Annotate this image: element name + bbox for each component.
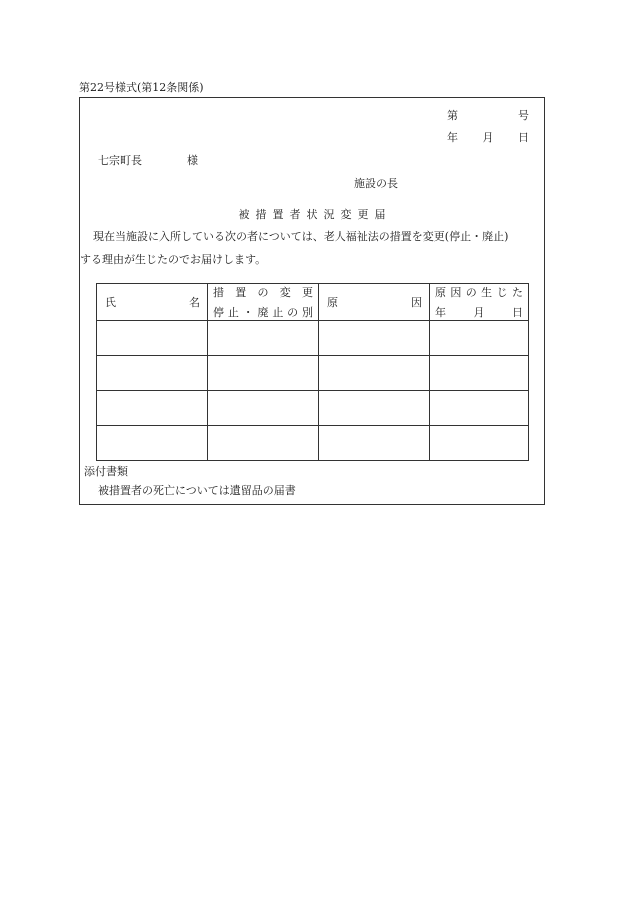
- header-cause-date-line-1: 原 因 の 生 じ た: [435, 286, 523, 299]
- table-cell[interactable]: [97, 356, 208, 391]
- table-row: [97, 356, 529, 391]
- document-number: [447, 110, 529, 121]
- addressee-name: 七宗町長: [98, 154, 142, 167]
- document-number-suffix: 号: [518, 109, 529, 122]
- table-cell[interactable]: [430, 356, 529, 391]
- sender: 施設の長: [354, 177, 398, 190]
- table-cell[interactable]: [430, 391, 529, 426]
- addressee-honorific: 様: [187, 154, 198, 167]
- table-header-row: [97, 284, 529, 321]
- attachments-label: 添付書類: [84, 465, 128, 478]
- table-cell[interactable]: [208, 391, 319, 426]
- date-month: 月: [482, 131, 494, 144]
- change-table: [96, 283, 529, 461]
- table-cell[interactable]: [319, 391, 430, 426]
- document-number-prefix: 第: [447, 109, 458, 122]
- table-cell[interactable]: [208, 321, 319, 356]
- body-text-line-2: する理由が生じたのでお届けします。: [80, 253, 267, 266]
- table-row: [97, 426, 529, 461]
- addressee: [98, 155, 198, 166]
- header-name: [97, 284, 208, 321]
- header-measure-change-line-1: 措 置 の 変 更: [213, 286, 313, 299]
- header-reason: [319, 284, 430, 321]
- header-reason-label: 原 因: [327, 296, 422, 309]
- table-cell[interactable]: [208, 356, 319, 391]
- table-cell[interactable]: [97, 426, 208, 461]
- table-row: [97, 391, 529, 426]
- table-cell[interactable]: [430, 426, 529, 461]
- table-cell[interactable]: [319, 321, 430, 356]
- table-cell[interactable]: [208, 426, 319, 461]
- table-cell[interactable]: [319, 426, 430, 461]
- header-measure-change: [208, 284, 319, 321]
- date-year: 年: [447, 131, 458, 144]
- table-row: [97, 321, 529, 356]
- table-cell[interactable]: [430, 321, 529, 356]
- date-line: [447, 132, 529, 143]
- table-cell[interactable]: [97, 391, 208, 426]
- header-measure-change-line-2: 停 止 ・ 廃 止 の 別: [213, 306, 313, 319]
- table-cell[interactable]: [319, 356, 430, 391]
- body-text-line-1: 現在当施設に入所している次の者については、老人福祉法の措置を変更(停止・廃止): [93, 230, 509, 243]
- header-name-label: 氏 名: [105, 296, 200, 309]
- table-cell[interactable]: [97, 321, 208, 356]
- header-cause-date: [430, 284, 529, 321]
- date-day: 日: [518, 131, 529, 144]
- header-cause-date-line-2: 年 月 日: [435, 306, 523, 319]
- attachment-item: 被措置者の死亡については遺留品の届書: [98, 484, 296, 497]
- form-number: 第22号様式(第12条関係): [79, 81, 204, 94]
- document-title: 被措置者状況変更届: [238, 208, 392, 221]
